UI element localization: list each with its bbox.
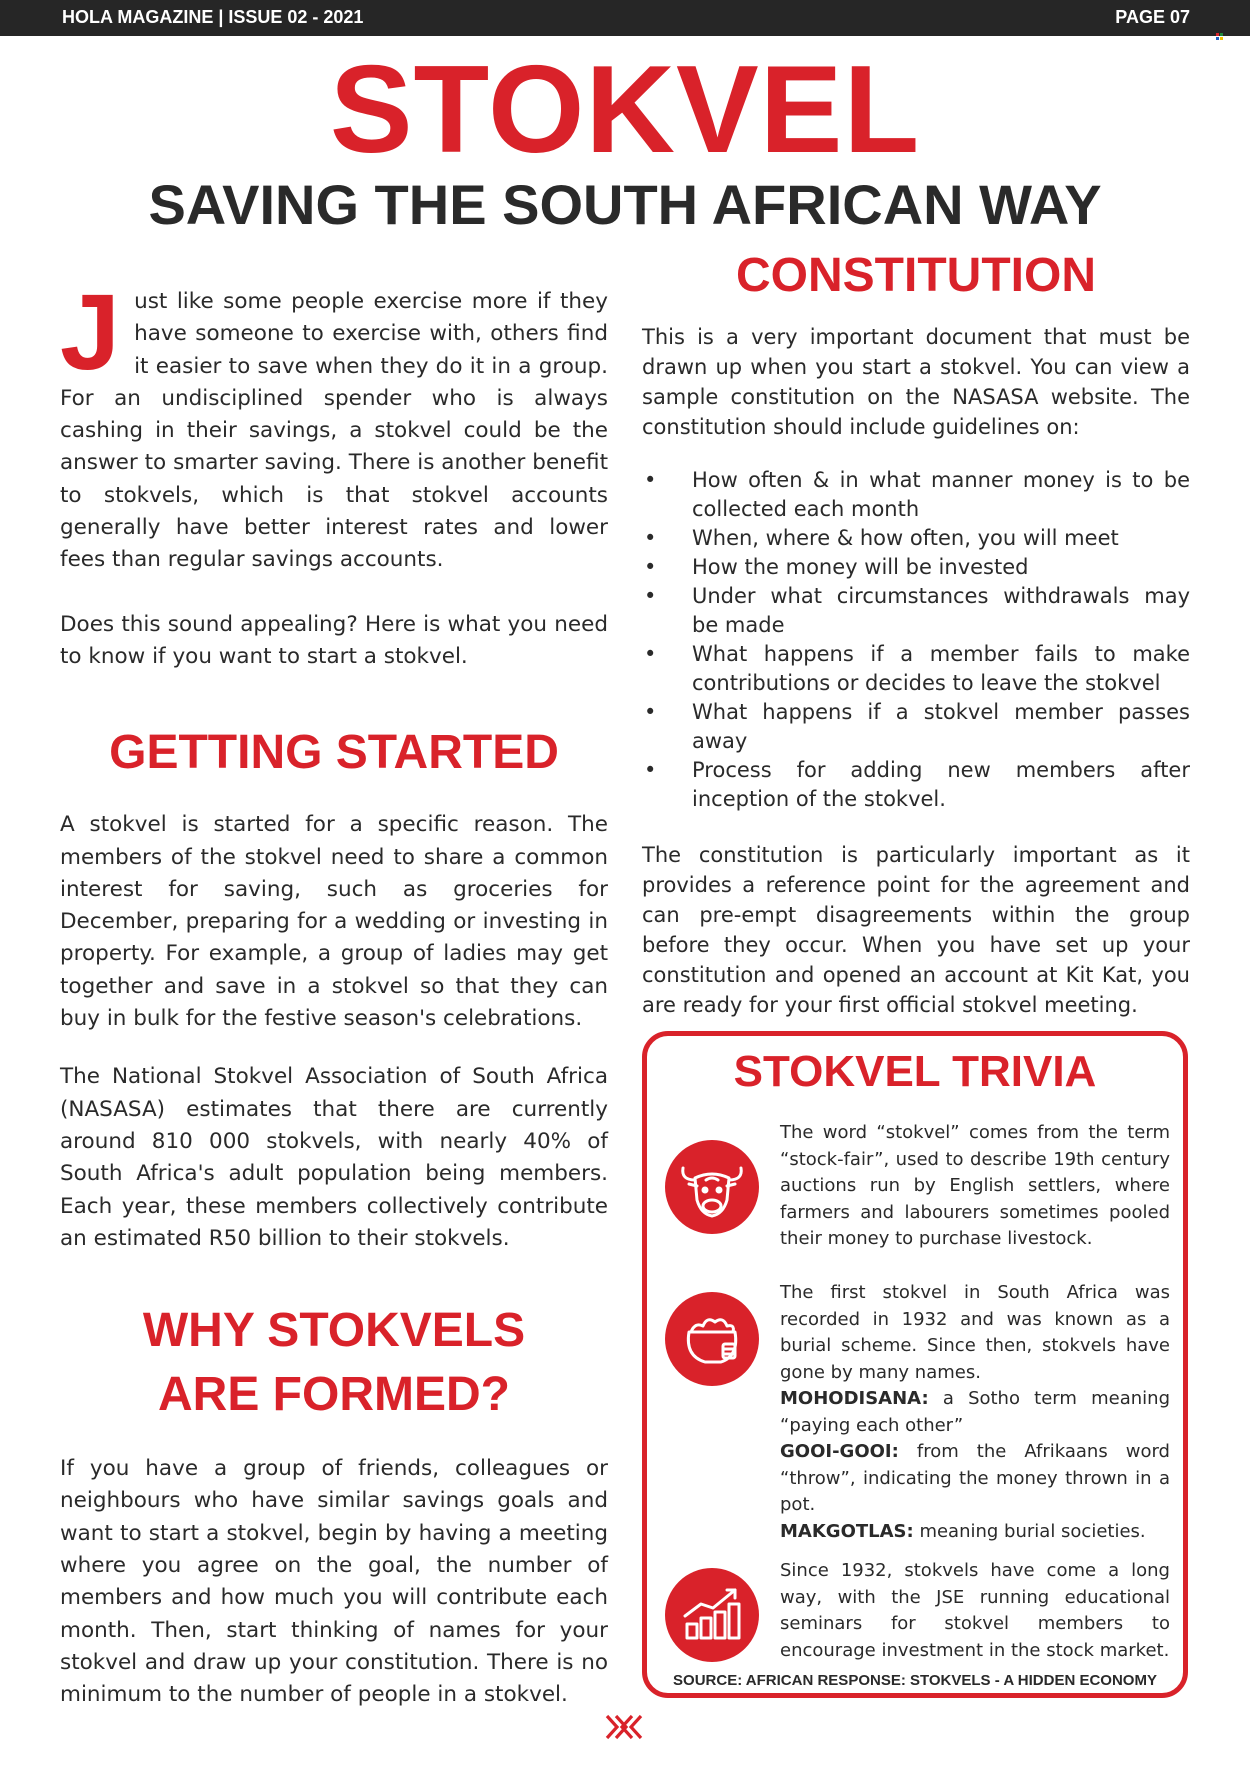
trivia-text: The first stokvel in South Africa was recorded in 1932 and was known as a burial scheme. Since then, stokvels have gone by many names. [780,1282,1170,1383]
getting-started-paragraph-1: A stokvel is started for a specific reason. The members of the stokvel need to share a common interest for saving, such as groceries for December, preparing for a wedding or investing in property. For example, a group of ladies may get together and save in a stokvel so that they can buy in bulk for the festive season's celebrations. [60,812,608,1032]
constitution-heading: CONSTITUTION [736,249,1096,302]
bullet-icon: • [644,758,657,782]
trivia-heading: STOKVEL TRIVIA [733,1047,1097,1096]
trivia-term-meaning: a Sotho term meaning “paying each other” [780,1388,1170,1436]
bullet-icon: • [644,468,657,492]
header-bar [0,0,1250,36]
trivia-term-meaning: from the Afrikaans word “throw”, indicating the money thrown in a pot. [780,1441,1170,1515]
list-item: • Under what circumstances withdrawals may be made [644,584,1190,637]
constitution-closing: The constitution is particularly important as it provides a reference point for the agreement and can pre-empt disagreements within the group before they occur. When you have set up your constitution and opened an account at Kit Kat, you are ready for your first official stokvel meeting. [642,843,1190,1017]
trivia-text: Since 1932, stokvels have come a long way, with the JSE running educational seminars for stokvel members to encourage investment in the stock market. [780,1560,1170,1661]
list-item: • How the money will be invested [642,553,1190,582]
list-item: • When, where & how often, you will meet [642,524,1190,553]
brand-logo [604,1714,644,1745]
publication-label: HOLA MAGAZINE | ISSUE 02 - 2021 [62,7,364,27]
intro-paragraph [60,271,608,577]
intro-text: ust like some people exercise more if they have someone to exercise with, others find it easier to save when they do it in a group. For an undisciplined spender who is always cashing in their savings, a stokvel could be the answer to smarter saving. There is another benefit to stokvels, which is that stokvel accounts generally have better interest rates and lower fees than regular savings accounts. [60,289,608,573]
trivia-term-row [780,1439,1170,1519]
bullet-icon: • [644,700,657,724]
list-item: • How often & in what manner money is to be collected each month [644,468,1190,521]
getting-started-heading: GETTING STARTED [109,726,559,780]
page-title: STOKVEL [329,41,921,179]
right-column [642,244,1190,1020]
why-formed-heading-line1: WHY STOKVELS [142,1304,526,1358]
page-number: PAGE 07 [1115,7,1190,27]
trivia-term: MAKGOTLAS: [780,1520,914,1542]
list-item: • What happens if a stokvel member passes away [644,700,1190,753]
getting-started-paragraph-2: The National Stokvel Association of South Africa (NASASA) estimates that there are currently around 810 000 stokvels, with nearly 40% of South Africa's adult population being members. Each year, these members collectively contribute an estimated R50 billion to their stokvels. [60,1064,608,1251]
trivia-term-row [780,1386,1170,1439]
why-formed-paragraph: If you have a group of friends, colleagues or neighbours who have similar savings goals and want to start a stokvel, begin by having a meeting where you agree on the goal, the number of members and how much you will contribute each month. Then, start thinking of names for your stokvel and draw up your constitution. There is no minimum to the number of people in a stokvel. [60,1456,608,1708]
trivia-source: SOURCE: AFRICAN RESPONSE: STOKVELS - A HIDDEN ECONOMY [673,1672,1157,1689]
left-column [60,271,608,1712]
trivia-term: MOHODISANA: [780,1388,929,1409]
trivia-text: The word “stokvel” comes from the term “stock-fair”, used to describe 19th century auctions run by English settlers, where farmers and labourers sometimes pooled their money to purchase livestock. [780,1122,1170,1249]
drop-cap: J [60,271,121,392]
list-item: • Process for adding new members after inception of the stokvel. [644,758,1190,811]
constitution-bullet-list [642,466,1190,814]
trivia-box [642,1031,1188,1698]
growth-chart-icon [665,1568,759,1662]
bullet-icon: • [644,526,657,550]
trivia-term: GOOI-GOOI: [780,1441,899,1462]
why-formed-heading [60,1299,608,1427]
list-item: • What happens if a member fails to make contributions or decides to leave the stokvel [644,642,1190,695]
why-formed-heading-line2: ARE FORMED? [158,1368,510,1422]
money-pot-icon [665,1292,759,1386]
trivia-term-meaning: meaning burial societies. [919,1520,1146,1542]
trivia-term-row [780,1519,1170,1546]
bullet-icon: • [644,584,657,608]
trivia-text-block [780,1280,1170,1545]
bullet-icon: • [644,642,657,666]
cow-head-icon [665,1140,759,1234]
bullet-icon: • [644,555,657,579]
page-subtitle: SAVING THE SOUTH AFRICAN WAY [148,173,1102,236]
intro-paragraph-2: Does this sound appealing? Here is what you need to know if you want to start a stokvel. [60,611,608,669]
constitution-intro: This is a very important document that must be drawn up when you start a stokvel. You can view a sample constitution on the NASASA website. The constitution should include guidelines on: [642,325,1190,439]
